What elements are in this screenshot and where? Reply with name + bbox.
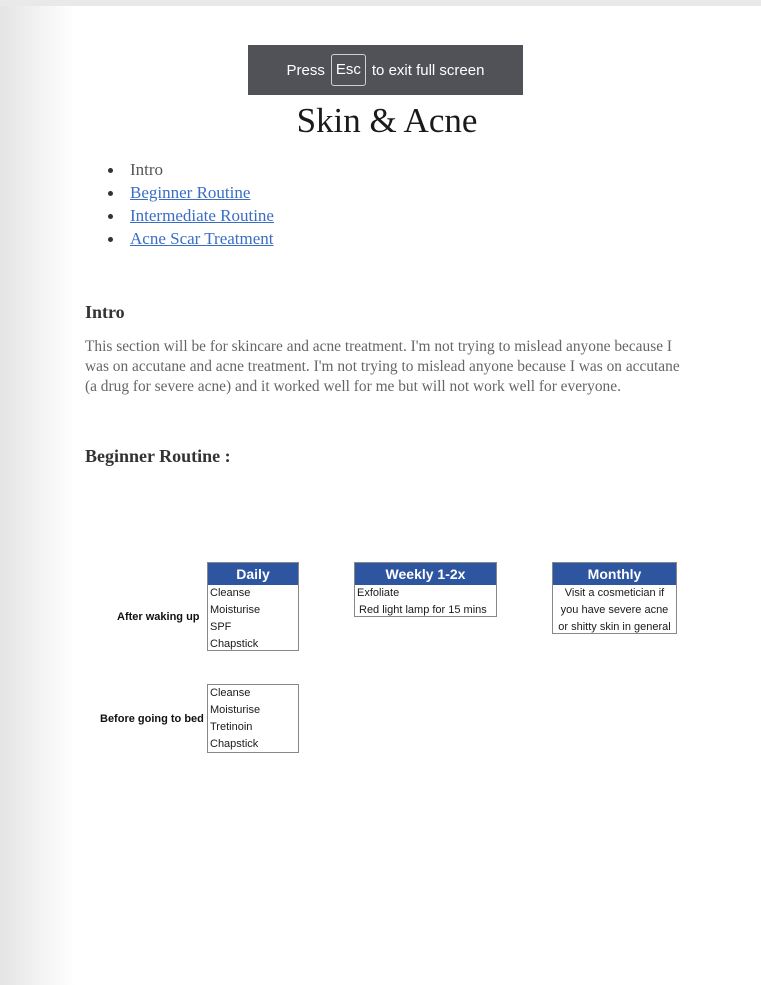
routine-item: you have severe acne [560,604,669,616]
banner-prefix: Press [286,61,325,79]
toc-item-intermediate-routine[interactable] [108,204,274,227]
daily-morning-box [207,562,299,651]
weekly-box [354,562,497,617]
routine-item: Cleanse [210,587,251,599]
routine-item: Exfoliate [357,587,400,599]
routine-item: or shitty skin in general [558,621,671,633]
toc-link-acne-scar-treatment[interactable]: Acne Scar Treatment [130,229,274,248]
fullscreen-exit-banner [248,45,523,95]
morning-row-label: After waking up [117,611,200,623]
routine-item: Moisturise [210,604,261,616]
routine-item: Chapstick [210,738,259,750]
toc-item-intro [108,158,274,181]
toc-item-acne-scar-treatment[interactable] [108,227,274,250]
monthly-header: Monthly [553,563,676,585]
intro-heading: Intro [85,302,125,322]
esc-key-hint: Esc [331,54,366,86]
beginner-routine-heading: Beginner Routine : [85,446,231,466]
banner-suffix: to exit full screen [371,61,485,79]
table-of-contents [108,158,274,250]
routine-item: Visit a cosmetician if [564,587,665,599]
toc-item-beginner-routine[interactable] [108,181,274,204]
monthly-box [552,562,677,634]
daily-header: Daily [208,563,298,585]
routine-item: Moisturise [210,704,261,716]
routine-item: Tretinoin [210,721,253,733]
routine-item: Red light lamp for 15 mins [359,604,487,616]
weekly-header: Weekly 1-2x [355,563,496,585]
toc-link-beginner-routine[interactable]: Beginner Routine [130,183,251,202]
toc-link-intermediate-routine[interactable]: Intermediate Routine [130,206,274,225]
routine-item: SPF [210,621,232,633]
page-title: Skin & Acne [296,101,478,140]
intro-paragraph: This section will be for skincare and acne treatment. I'm not trying to mislead anyone because I was on accutane and acne treatment. I'm not trying to mislead anyone because I was on accutane (a drug for severe acne) and it worked well for me but will not work well for everyone. [85,338,680,395]
routine-item: Chapstick [210,638,259,650]
routine-item: Cleanse [210,687,251,699]
toc-item-label: Intro [130,160,164,179]
night-row-label: Before going to bed [100,713,204,725]
daily-night-box [207,684,299,753]
